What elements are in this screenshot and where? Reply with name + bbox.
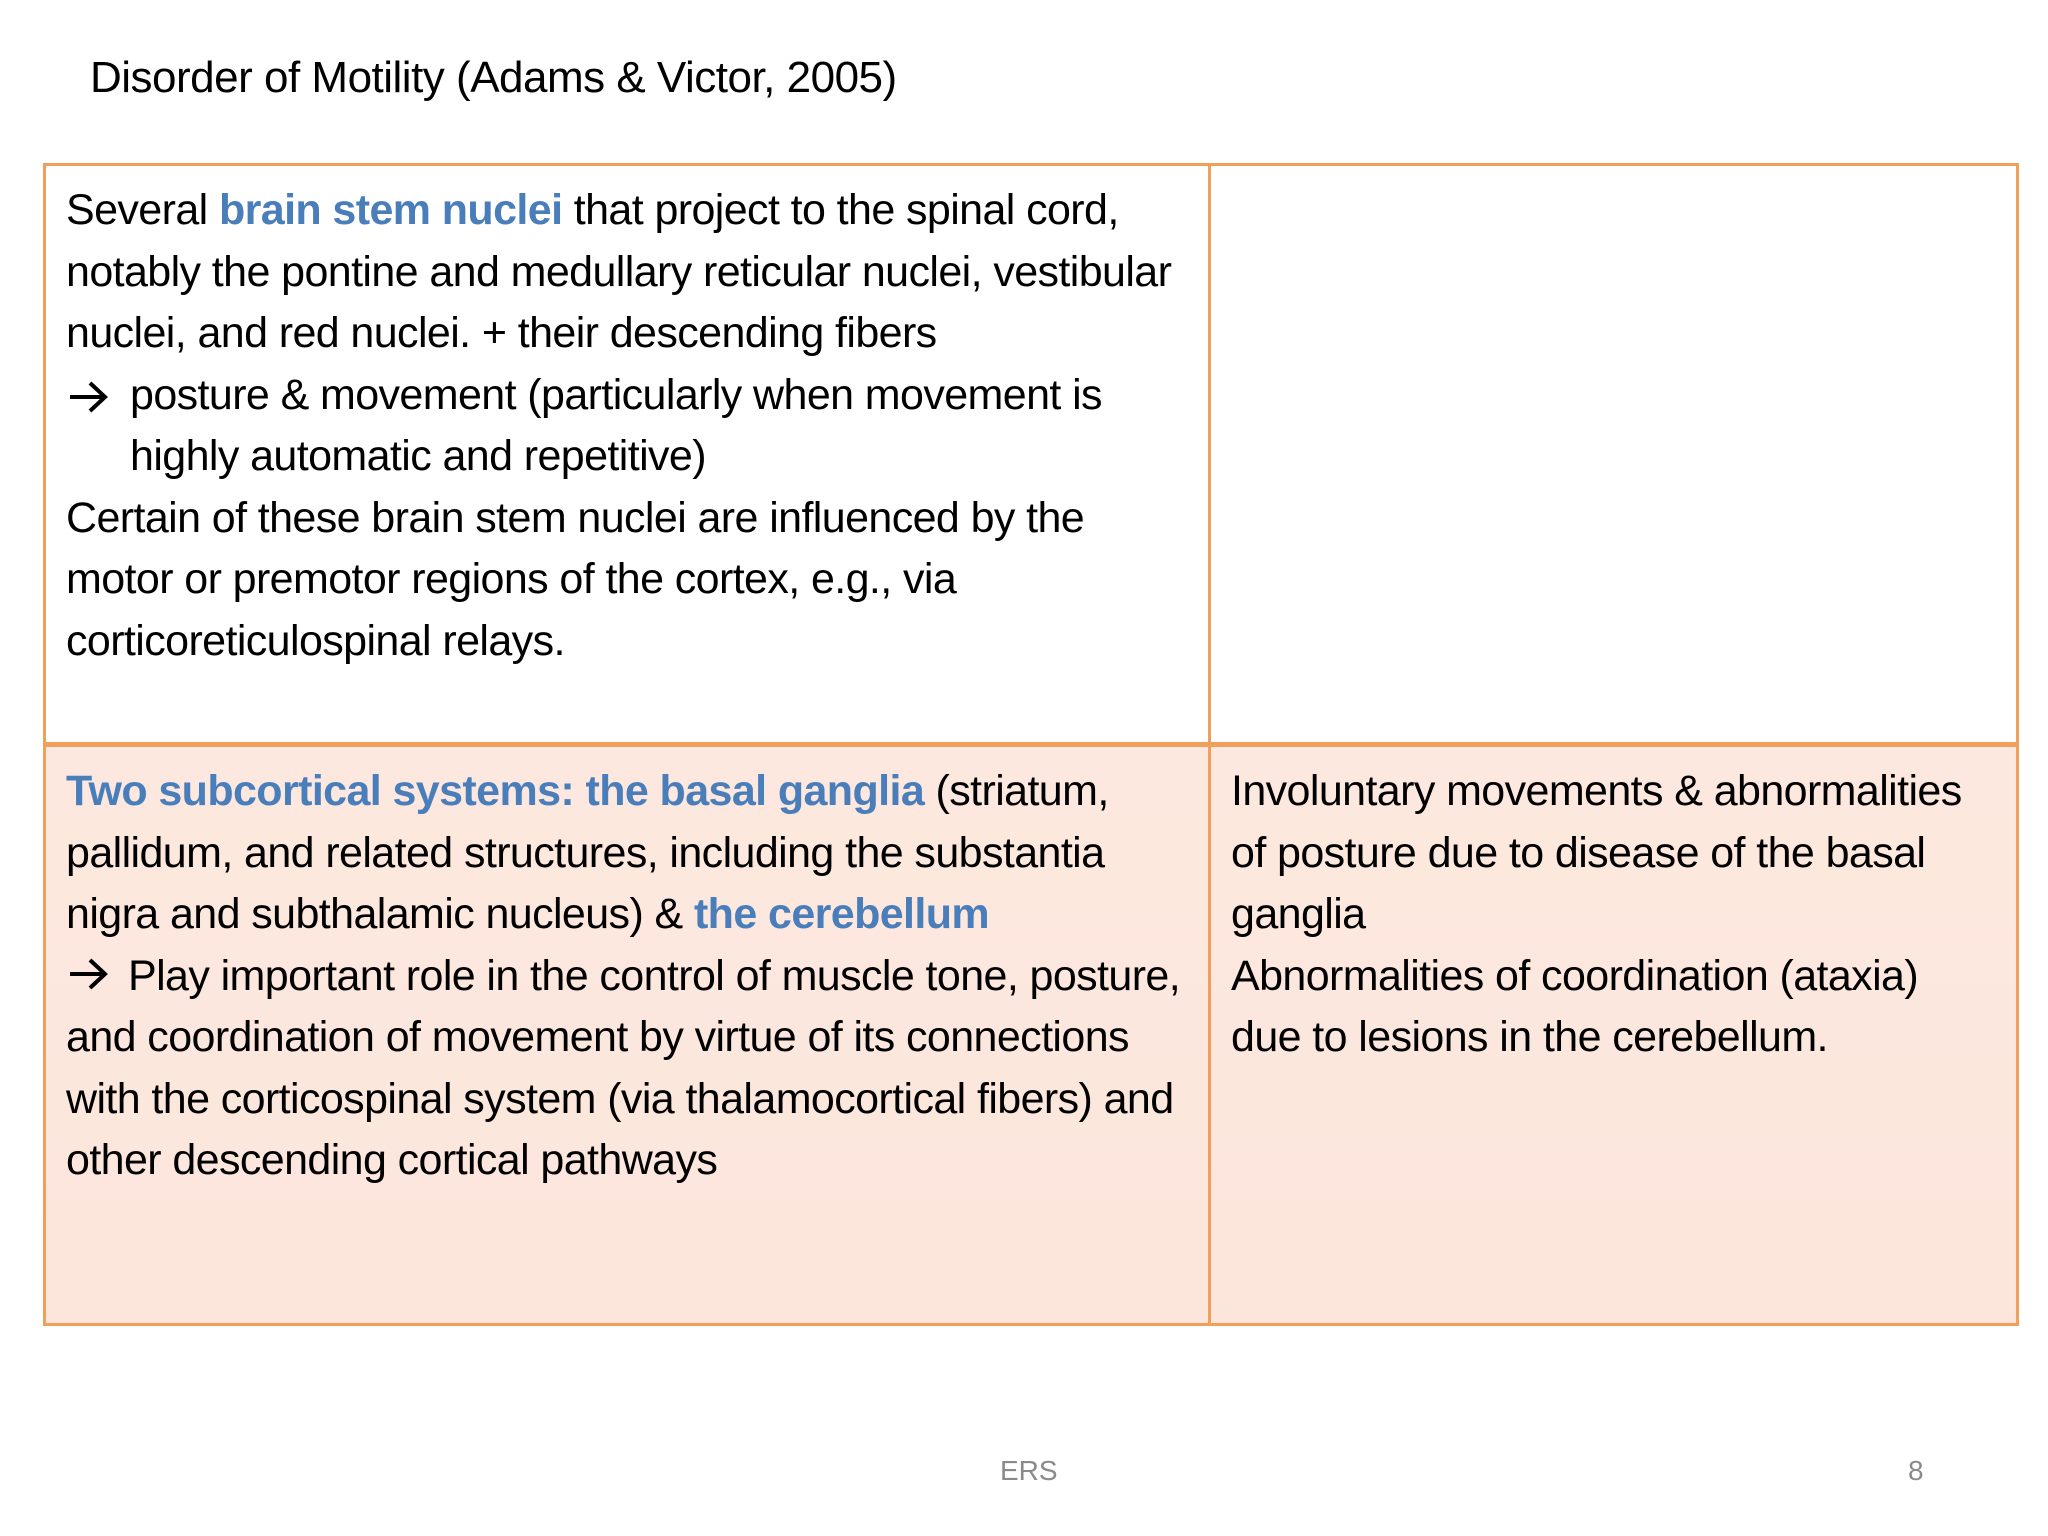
right-arrow-icon <box>66 365 130 435</box>
cerebellum-disorder-text: Abnormalities of coordination (ataxia) due to lesions in the cerebellum. <box>1231 951 1919 1061</box>
slide-title: Disorder of Motility (Adams & Victor, 2005) <box>90 53 897 102</box>
subcortical-arrow-point <box>66 946 1188 1192</box>
subcortical-middle-text: (striatum, pallidum, and related structures, including the substantia nigra and subthalamic nucleus) & <box>66 767 1109 938</box>
subcortical-arrow-text: Play important role in the control of muscle tone, posture, and coordination of movement by virtue of its connections with the corticospinal system (via thalamocortical fibers) and other descending cortical pathways <box>66 951 1181 1184</box>
cell-brainstem-description <box>45 165 1210 745</box>
basal-ganglia-disorder-text: Involuntary movements & abnormalities of posture due to disease of the basal ganglia <box>1231 767 1962 938</box>
brainstem-intro-rest: that project to the spinal cord, notably the pontine and medullary reticular nuclei, vestibular nuclei, and red nuclei. + their descending fibers <box>66 186 1172 357</box>
table-row-subcortical <box>45 745 2018 1325</box>
brainstem-arrow-text: posture & movement (particularly when movement is highly automatic and repetitive) <box>130 370 1102 480</box>
brainstem-nuclei-highlight: brain stem nuclei <box>218 186 563 234</box>
subcortical-intro-paragraph <box>66 761 1188 946</box>
brainstem-arrow-point <box>66 365 1188 488</box>
footer-label: ERS <box>1000 1455 1058 1486</box>
page-number: 8 <box>1908 1455 1924 1486</box>
table-row-brainstem <box>45 165 2018 745</box>
brainstem-intro-prefix: Several <box>66 186 219 234</box>
cell-subcortical-description <box>45 745 1210 1325</box>
brainstem-closing-paragraph: Certain of these brain stem nuclei are influenced by the motor or premotor regions of the cortex, e.g., via corticoreticulospinal relays. <box>66 493 1085 665</box>
right-arrow-icon <box>66 946 128 1008</box>
cell-brainstem-disorders <box>1210 165 2018 745</box>
cell-subcortical-disorders <box>1210 745 2018 1325</box>
content-table <box>43 163 2019 1326</box>
basal-ganglia-highlight: Two subcortical systems: the basal ganglia <box>66 767 925 815</box>
brainstem-intro-paragraph <box>66 180 1188 365</box>
cerebellum-highlight: the cerebellum <box>693 890 990 938</box>
